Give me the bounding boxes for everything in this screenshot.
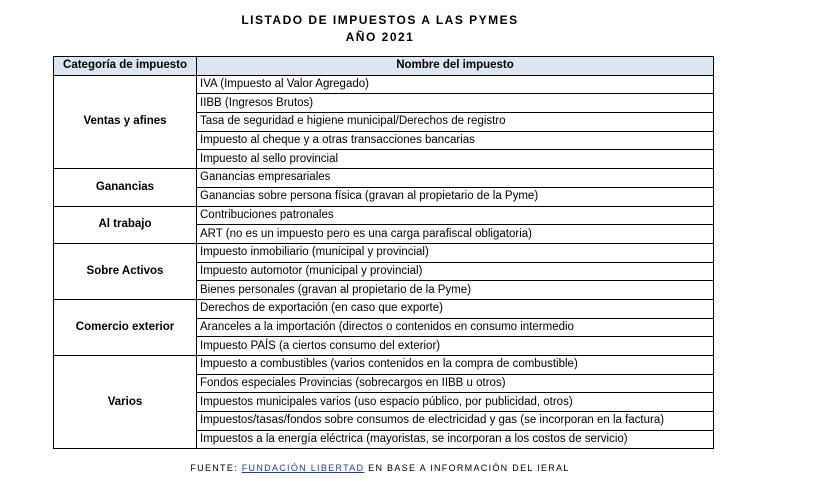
tax-name-cell: Impuestos municipales varios (uso espacio público, por publicidad, otros) — [197, 393, 714, 412]
tax-name-cell: Fondos especiales Provincias (sobrecargos en IIBB u otros) — [197, 374, 714, 393]
tax-name-cell: Derechos de exportación (en caso que exporte) — [197, 299, 714, 318]
tax-name-cell: Impuesto PAÍS (a ciertos consumo del exterior) — [197, 337, 714, 356]
document-title: LISTADO DE IMPUESTOS A LAS PYMES — [241, 13, 519, 27]
table-header-row — [54, 57, 714, 76]
tax-table — [53, 56, 714, 449]
category-cell: Ventas y afines — [54, 75, 197, 168]
tax-name-cell: Bienes personales (gravan al propietario de la Pyme) — [197, 281, 714, 300]
tax-name-cell: Impuesto al sello provincial — [197, 150, 714, 169]
table-row — [54, 299, 714, 318]
tax-name-cell: Impuesto a combustibles (varios contenidos en la compra de combustible) — [197, 356, 714, 375]
tax-name-cell: ART (no es un impuesto pero es una carga parafiscal obligatoria) — [197, 225, 714, 244]
tax-name-cell: Impuestos a la energía eléctrica (mayoristas, se incorporan a los costos de servicio) — [197, 430, 714, 449]
source-prefix: FUENTE: — [190, 463, 242, 473]
source-note — [0, 463, 760, 473]
tax-name-cell: Impuestos/tasas/fondos sobre consumos de electricidad y gas (se incorporan en la factura) — [197, 412, 714, 431]
tax-name-cell: Aranceles a la importación (directos o contenidos en consumo intermedio — [197, 318, 714, 337]
source-suffix: EN BASE A INFORMACIÓN DEL IERAL — [364, 463, 570, 473]
category-cell: Comercio exterior — [54, 299, 197, 355]
category-cell: Al trabajo — [54, 206, 197, 243]
header-tax-name: Nombre del impuesto — [197, 57, 714, 76]
source-link[interactable]: FUNDACIÓN LIBERTAD — [241, 463, 365, 473]
header-category: Categoría de impuesto — [54, 57, 197, 76]
document-year: AÑO 2021 — [345, 30, 415, 44]
table-row — [54, 356, 714, 375]
tax-name-cell: Ganancias sobre persona física (gravan al propietario de la Pyme) — [197, 187, 714, 206]
tax-name-cell: Ganancias empresariales — [197, 169, 714, 188]
tax-name-cell: IVA (Impuesto al Valor Agregado) — [197, 75, 714, 94]
category-cell: Varios — [54, 356, 197, 449]
tax-name-cell: Tasa de seguridad e higiene municipal/Derechos de registro — [197, 113, 714, 132]
tax-name-cell: Contribuciones patronales — [197, 206, 714, 225]
category-cell: Sobre Activos — [54, 243, 197, 299]
table-row — [54, 243, 714, 262]
tax-table-body — [54, 75, 714, 449]
table-row — [54, 206, 714, 225]
table-row — [54, 75, 714, 94]
tax-name-cell: Impuesto automotor (municipal y provincial) — [197, 262, 714, 281]
category-cell: Ganancias — [54, 169, 197, 206]
table-row — [54, 169, 714, 188]
tax-name-cell: Impuesto inmobiliario (municipal y provincial) — [197, 243, 714, 262]
tax-name-cell: IIBB (Ingresos Brutos) — [197, 94, 714, 113]
tax-name-cell: Impuesto al cheque y a otras transacciones bancarias — [197, 131, 714, 150]
